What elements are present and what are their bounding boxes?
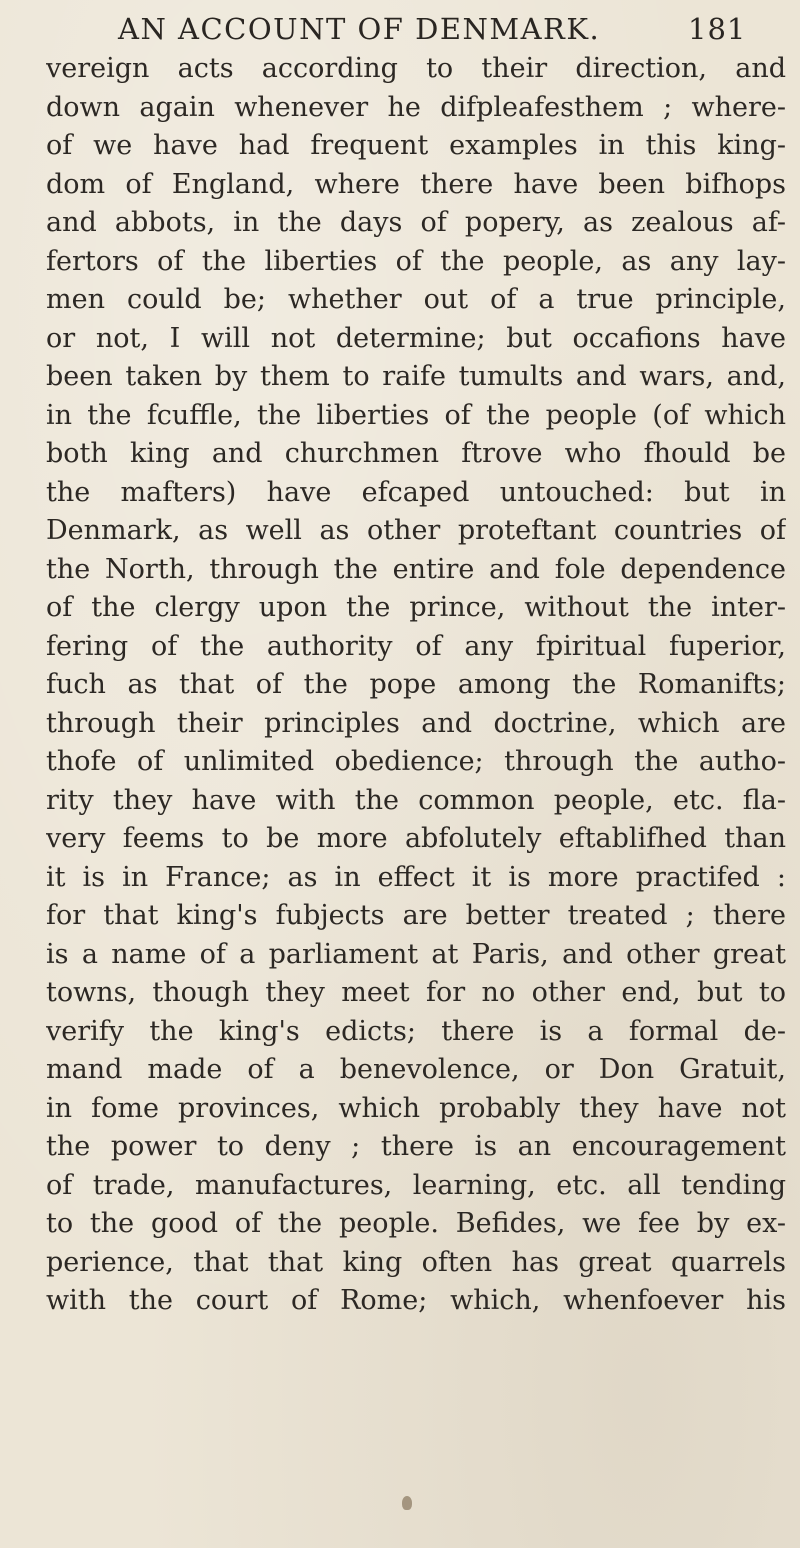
text-line: of trade, manufactures, learning, etc. all tending <box>46 1169 786 1201</box>
text-line: of we have had frequent examples in this king- <box>46 130 786 161</box>
text-line: thofe of unlimited obedience; through the autho- <box>46 746 786 777</box>
text-line: perience, that that king often has great quarrels <box>46 1246 786 1278</box>
text-line: men could be; whether out of a true principle, <box>46 284 786 315</box>
text-line: of the clergy upon the prince, without the inter- <box>46 592 786 623</box>
text-line: is a name of a parliament at Paris, and other great <box>46 938 786 970</box>
text-line: fuch as that of the pope among the Romanifts; <box>46 669 786 700</box>
text-line: both king and churchmen ftrove who fhould be <box>46 438 786 469</box>
text-line: the mafters) have efcaped untouched: but in <box>46 476 786 508</box>
text-line: in fome provinces, which probably they have not <box>46 1092 786 1124</box>
text-line: towns, though they meet for no other end, but to <box>46 977 786 1008</box>
text-line: the power to deny ; there is an encouragement <box>46 1131 786 1162</box>
text-line: to the good of the people. Befides, we fee by ex- <box>46 1208 786 1239</box>
text-line: with the court of Rome; which, whenfoever his <box>46 1285 786 1316</box>
text-line: rity they have with the common people, etc. fla- <box>46 784 786 816</box>
text-line: fering of the authority of any fpiritual fuperior, <box>46 630 786 662</box>
text-line: or not, I will not determine; but occafions have <box>46 322 786 354</box>
text-line: dom of England, where there have been bifhops <box>46 168 786 200</box>
text-line: down again whenever he difpleafesthem ; where- <box>46 91 786 123</box>
ink-blot-mark <box>402 1496 412 1510</box>
text-line: vereign acts according to their direction, and <box>46 53 786 84</box>
text-line: through their principles and doctrine, which are <box>46 707 786 739</box>
body-text <box>46 50 786 1321</box>
text-line: in the fcuffle, the liberties of the people (of which <box>46 399 786 431</box>
text-line: the North, through the entire and fole dependence <box>46 553 786 585</box>
text-line: and abbots, in the days of popery, as zealous af- <box>46 207 786 238</box>
text-line: verify the king's edicts; there is a formal de- <box>46 1015 786 1047</box>
text-line: fertors of the liberties of the people, as any lay- <box>46 245 786 277</box>
text-line: for that king's fubjects are better treated ; there <box>46 900 786 931</box>
text-line: mand made of a benevolence, or Don Gratuit, <box>46 1054 786 1085</box>
running-head <box>0 6 800 50</box>
text-line: it is in France; as in effect it is more practifed : <box>46 861 786 893</box>
text-line: very feems to be more abfolutely eftablifhed than <box>46 823 786 854</box>
running-head-title: AN ACCOUNT OF DENMARK. <box>118 12 601 46</box>
text-line: Denmark, as well as other proteftant countries of <box>46 515 786 546</box>
page-number: 181 <box>688 12 747 46</box>
text-line: been taken by them to raife tumults and wars, and, <box>46 361 786 392</box>
